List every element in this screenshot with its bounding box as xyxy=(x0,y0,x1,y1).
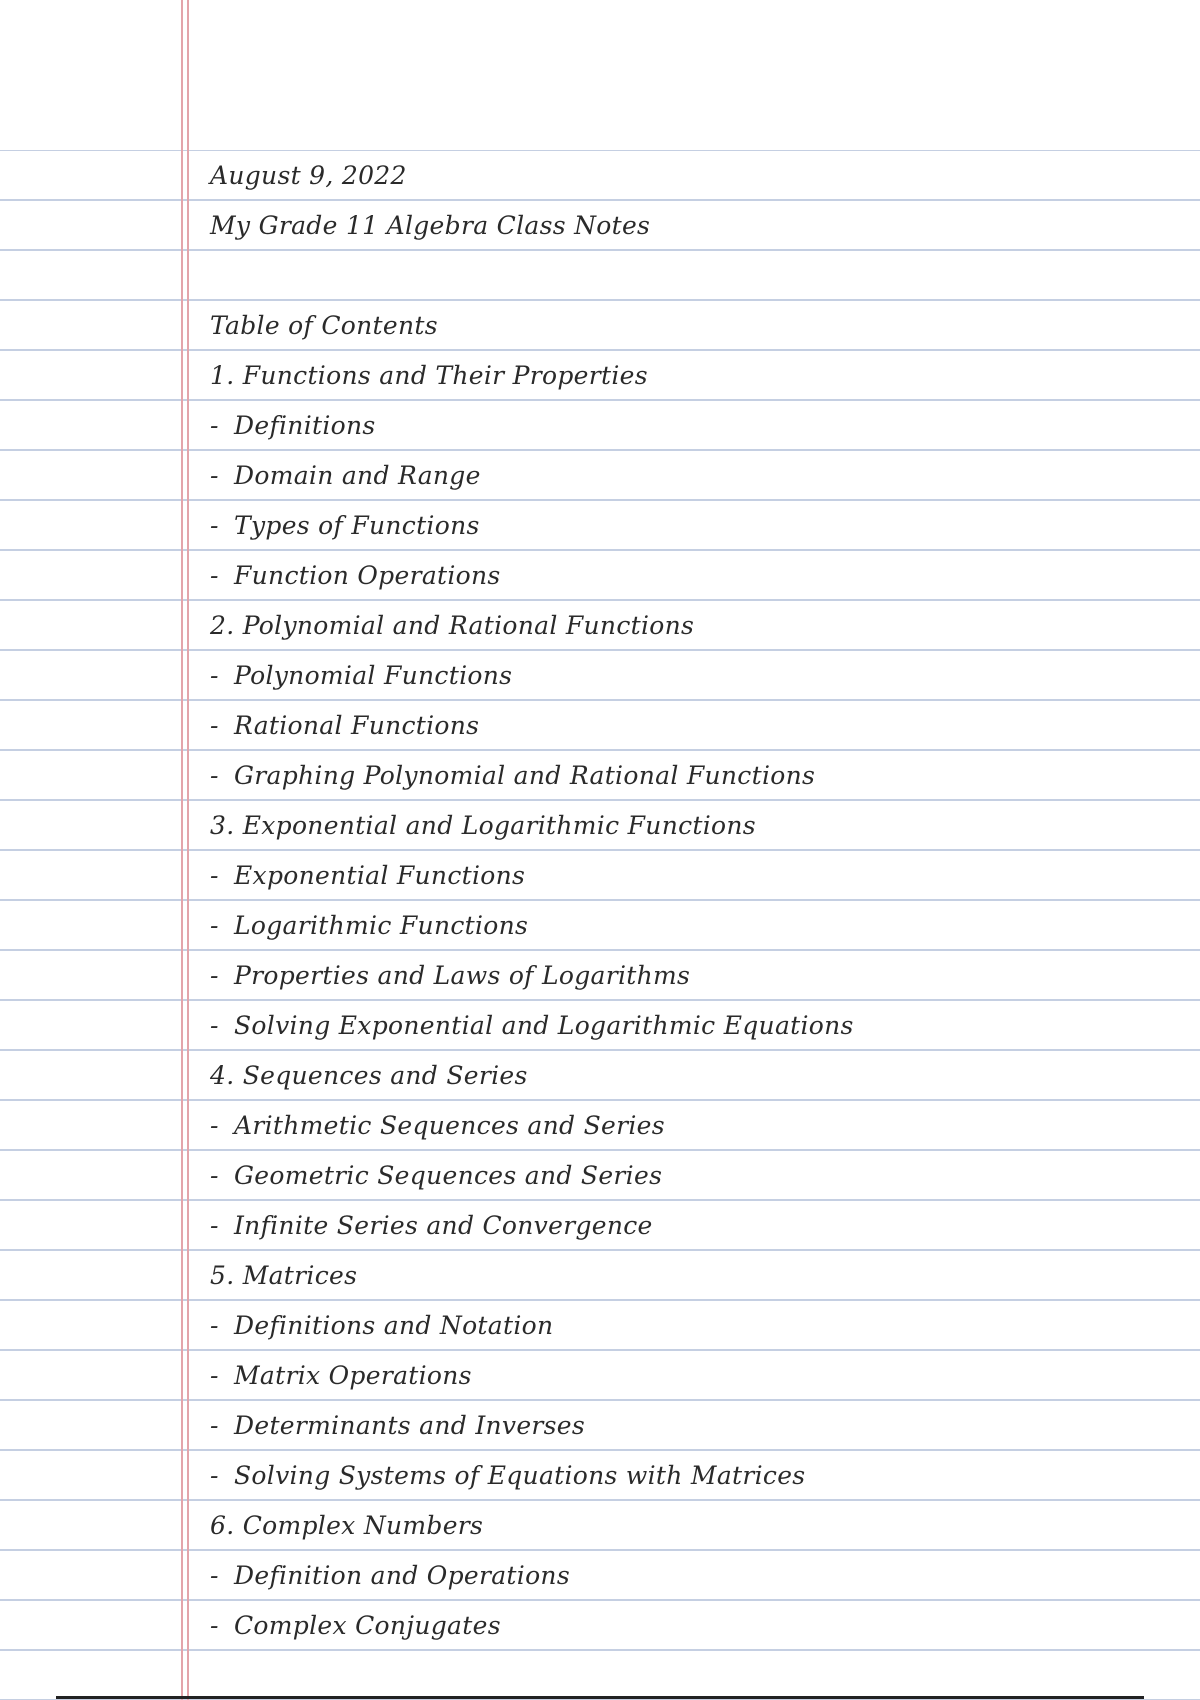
toc-item: - Properties and Laws of Logarithms xyxy=(210,961,691,990)
toc-section-heading: 2. Polynomial and Rational Functions xyxy=(210,611,695,640)
toc-item: - Geometric Sequences and Series xyxy=(210,1161,663,1190)
toc-section-heading: 3. Exponential and Logarithmic Functions xyxy=(210,811,756,840)
toc-section-heading: 6. Complex Numbers xyxy=(210,1511,484,1540)
bottom-rule xyxy=(56,1696,1144,1699)
margin-line xyxy=(187,0,189,1700)
toc-item: - Logarithmic Functions xyxy=(210,911,529,940)
toc-item: - Graphing Polynomial and Rational Functions xyxy=(210,761,816,790)
note-title: My Grade 11 Algebra Class Notes xyxy=(210,211,651,240)
toc-item: - Solving Systems of Equations with Matrices xyxy=(210,1461,806,1490)
toc-item: - Polynomial Functions xyxy=(210,661,513,690)
toc-item: - Infinite Series and Convergence xyxy=(210,1211,653,1240)
toc-item: - Definitions xyxy=(210,411,376,440)
top-margin xyxy=(0,0,1200,150)
toc-item: - Types of Functions xyxy=(210,511,480,540)
toc-item: - Definition and Operations xyxy=(210,1561,570,1590)
toc-item: - Determinants and Inverses xyxy=(210,1411,586,1440)
toc-item: - Matrix Operations xyxy=(210,1361,472,1390)
toc-item: - Function Operations xyxy=(210,561,501,590)
toc-item: - Domain and Range xyxy=(210,461,481,490)
note-date: August 9, 2022 xyxy=(210,161,407,190)
toc-item: - Arithmetic Sequences and Series xyxy=(210,1111,665,1140)
toc-item: - Rational Functions xyxy=(210,711,480,740)
toc-item: - Definitions and Notation xyxy=(210,1311,554,1340)
toc-section-heading: 5. Matrices xyxy=(210,1261,358,1290)
margin-line xyxy=(181,0,183,1700)
toc-section-heading: 4. Sequences and Series xyxy=(210,1061,528,1090)
toc-section-heading: 1. Functions and Their Properties xyxy=(210,361,648,390)
toc-item: - Exponential Functions xyxy=(210,861,526,890)
notes-content xyxy=(210,151,1170,1651)
toc-item: - Solving Exponential and Logarithmic Equations xyxy=(210,1011,854,1040)
toc-heading: Table of Contents xyxy=(210,311,438,340)
blank-line xyxy=(210,251,1170,301)
toc-item: - Complex Conjugates xyxy=(210,1611,501,1640)
